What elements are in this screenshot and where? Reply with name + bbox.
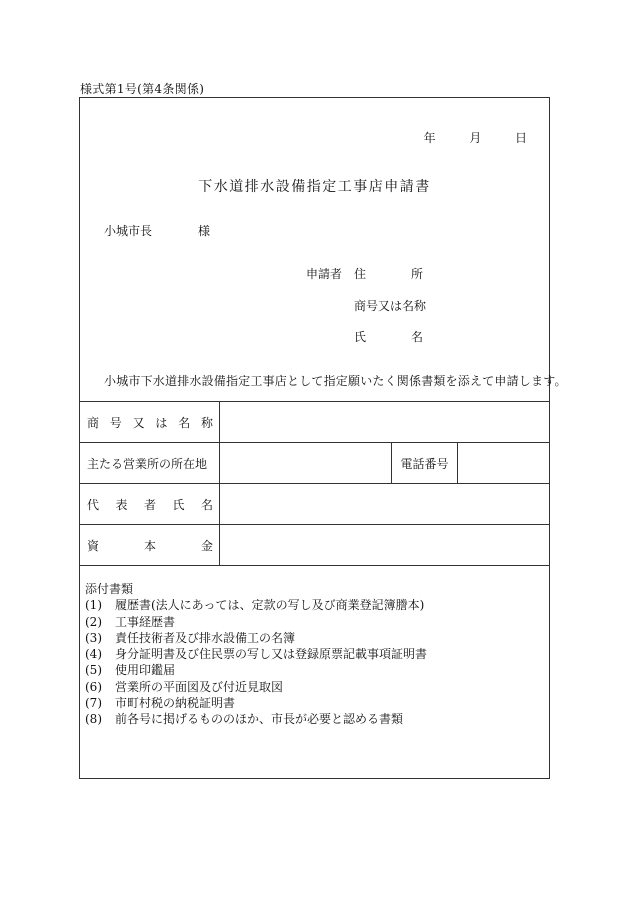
main-office-address-label: 主たる営業所の所在地 bbox=[80, 443, 220, 484]
date-year-label: 年 bbox=[423, 131, 436, 145]
table-row bbox=[80, 525, 550, 566]
list-item: (5) 使用印鑑届 bbox=[85, 663, 176, 678]
company-name-label: 商 号 又 は 名 称 bbox=[80, 402, 220, 443]
list-item: (7) 市町村税の納税証明書 bbox=[85, 696, 236, 711]
representative-name-field[interactable] bbox=[220, 484, 550, 525]
phone-number-label: 電話番号 bbox=[392, 443, 458, 484]
addressee-honorific: 様 bbox=[198, 224, 211, 238]
list-item: (8) 前各号に掲げるもののほか、市長が必要と認める書類 bbox=[85, 712, 404, 727]
applicant-name-label: 氏 名 bbox=[354, 330, 423, 344]
form-title: 下水道排水設備指定工事店申請書 bbox=[198, 179, 431, 195]
application-form bbox=[79, 97, 567, 779]
addressee bbox=[104, 222, 210, 239]
list-item: (2) 工事経歴書 bbox=[85, 614, 176, 629]
applicant-label: 申請者 bbox=[306, 267, 343, 281]
addressee-name: 小城市長 bbox=[104, 224, 153, 238]
capital-field[interactable] bbox=[220, 525, 550, 566]
list-item: (4) 身分証明書及び住民票の写し又は登録原票記載事項証明書 bbox=[85, 647, 428, 662]
business-info-table bbox=[79, 401, 550, 566]
list-item: (1) 履歴書(法人にあっては、定款の写し及び商業登記簿謄本) bbox=[85, 598, 425, 613]
table-row bbox=[80, 402, 550, 443]
applicant-company-label: 商号又は名称 bbox=[354, 299, 427, 313]
representative-name-label: 代 表 者 氏 名 bbox=[80, 484, 220, 525]
list-item: (3) 責任技術者及び排水設備工の名簿 bbox=[85, 630, 296, 645]
capital-label: 資 本 金 bbox=[80, 525, 220, 566]
attachments-section bbox=[85, 581, 427, 728]
date-day-label: 日 bbox=[514, 131, 527, 145]
form-number: 様式第1号(第4条関係) bbox=[80, 82, 205, 96]
table-row bbox=[80, 443, 550, 484]
application-statement: 小城市下水道排水設備指定工事店として指定願いたく関係書類を添えて申請します。 bbox=[104, 374, 567, 388]
applicant-address-label: 住 所 bbox=[354, 267, 423, 281]
attachments-heading: 添付書類 bbox=[85, 582, 134, 596]
list-item: (6) 営業所の平面図及び付近見取図 bbox=[85, 679, 284, 694]
date-month-label: 月 bbox=[469, 131, 482, 145]
table-row bbox=[80, 484, 550, 525]
main-office-address-field[interactable] bbox=[220, 443, 392, 484]
date-line bbox=[416, 129, 527, 146]
company-name-field[interactable] bbox=[220, 402, 550, 443]
phone-number-field[interactable] bbox=[458, 443, 550, 484]
date-year-field[interactable] bbox=[416, 131, 420, 145]
